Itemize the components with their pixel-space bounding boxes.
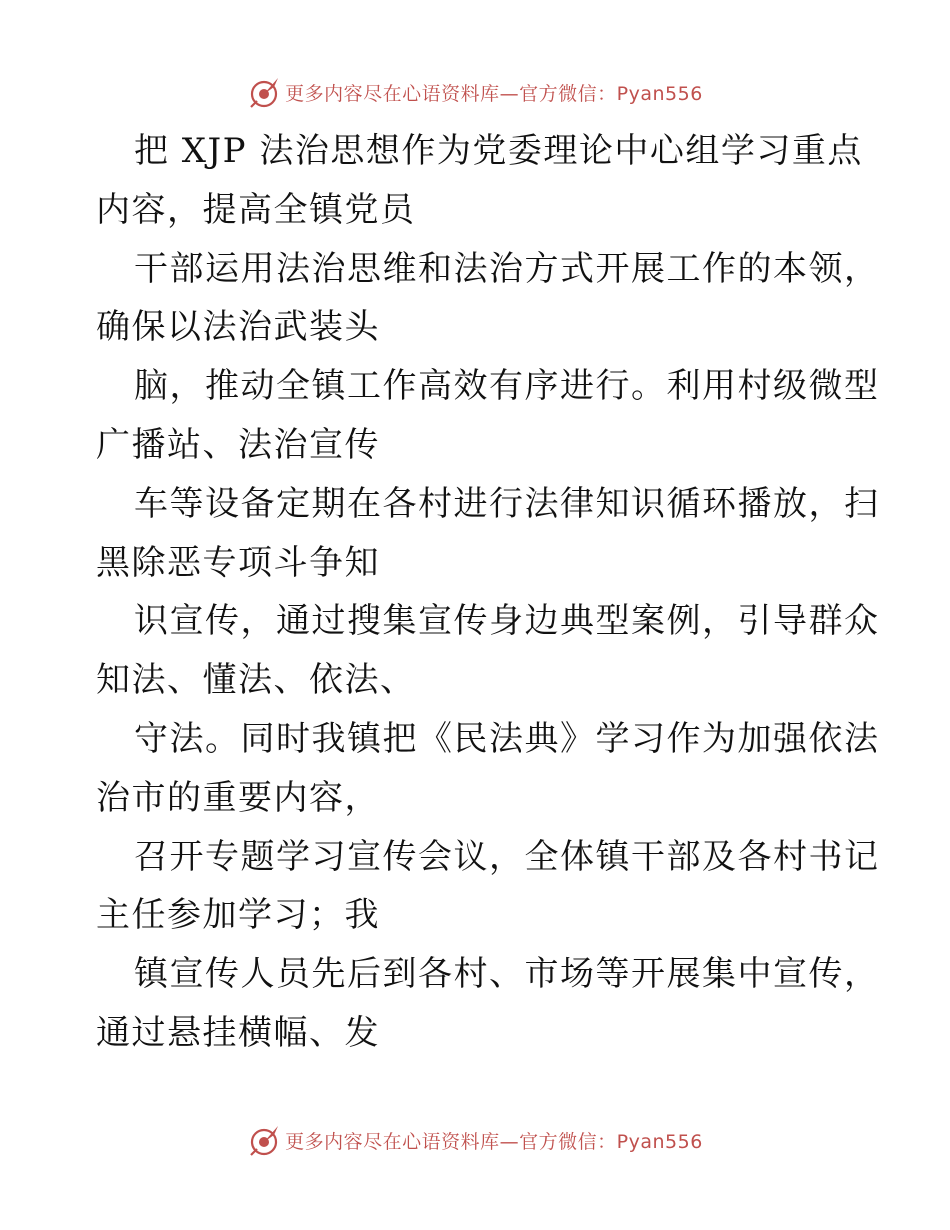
footer-banner bbox=[0, 1120, 950, 1160]
text-line: 脑，推动全镇工作高效有序进行。利用村级微型 bbox=[134, 366, 880, 407]
text-line: 识宣传，通过搜集宣传身边典型案例，引导群众 bbox=[134, 601, 880, 642]
text-line: 守法。同时我镇把《民法典》学习作为加强依法 bbox=[134, 718, 880, 759]
header-banner bbox=[0, 72, 950, 112]
text-line: 把 XJP 法治思想作为党委理论中心组学习重点 bbox=[134, 131, 863, 171]
text-line: 黑除恶专项斗争知 bbox=[96, 542, 380, 583]
text-line: 广播站、法治宣传 bbox=[96, 424, 380, 465]
text-line: 治市的重要内容， bbox=[96, 777, 380, 818]
document-body bbox=[96, 122, 880, 1063]
text-line: 车等设备定期在各村进行法律知识循环播放，扫 bbox=[134, 483, 880, 524]
header-banner-text: 更多内容尽在心语资料库—官方微信：Pyan556 bbox=[285, 82, 703, 105]
quill-pen-logo-icon bbox=[247, 1123, 281, 1157]
text-line: 内容，提高全镇党员 bbox=[96, 189, 416, 230]
text-line: 通过悬挂横幅、发 bbox=[96, 1012, 380, 1053]
footer-banner-text: 更多内容尽在心语资料库—官方微信：Pyan556 bbox=[285, 1130, 703, 1153]
text-line: 主任参加学习；我 bbox=[96, 895, 380, 936]
text-line: 干部运用法治思维和法治方式开展工作的本领， bbox=[134, 248, 880, 289]
text-line: 镇宣传人员先后到各村、市场等开展集中宣传， bbox=[134, 954, 880, 995]
text-line: 知法、懂法、依法、 bbox=[96, 660, 416, 701]
quill-pen-logo-icon bbox=[247, 75, 281, 109]
text-line: 确保以法治武装头 bbox=[96, 307, 380, 348]
text-line: 召开专题学习宣传会议，全体镇干部及各村书记 bbox=[134, 836, 880, 877]
